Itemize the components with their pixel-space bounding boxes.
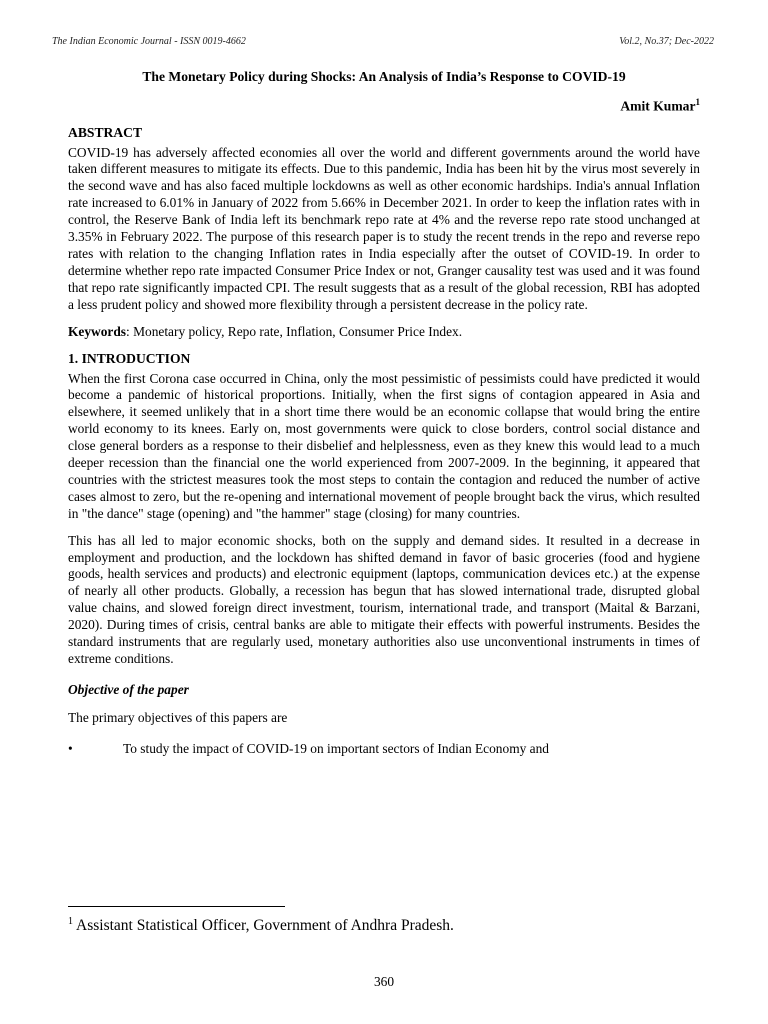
paper-title: The Monetary Policy during Shocks: An Analysis of India’s Response to COVID-19 — [142, 69, 626, 84]
footnote-text: Assistant Statistical Officer, Government of Andhra Pradesh. — [73, 917, 454, 935]
keywords-label: Keywords — [68, 323, 127, 339]
abstract-text: COVID-19 has adversely affected economies all over the world and different governments around the world have taken different measures to mitigate its effects. Due to this pandemic, India has been hit by the virus most severely in the second wave and has also faced multiple lockdowns as well as other economic hardships. India's annual Inflation rate increased to 6.01% in January of 2022 from 5.66% in December 2021. In order to keep the inflation rates with in control, the Reserve Bank of India left its benchmark repo rate at 4% and the reverse repo rate stood unchanged at 3.35% in February 2022. The purpose of this research paper is to study the recent trends in the repo and reverse repo rates with relation to the changing Inflation rates in India especially after the outset of COVID-19. In order to determine whether repo rate impacted Consumer Price Index or not, Granger causality test was used and it was found that repo rate significantly impacted CPI. The result suggests that as a result of the global recession, RBI has adopted a less prudent policy and showed more flexibility through a persistent decrease in the policy rate. — [68, 144, 700, 312]
author-name: Amit Kumar — [620, 98, 696, 114]
introduction-paragraph-1: When the first Corona case occurred in China, only the most pessimistic of pessimists could have predicted it would become a pandemic of historical proportions. Initially, when the first signs of contagion appeared in Asia and elsewhere, it seemed unlikely that in a short time there would be an economic collapse that would bring the entire world economy to its knees. Early on, most governments were quick to close borders, control social distance and close general borders as a response to their disbelief and helplessness, even as they knew this would lead to a much deeper recession than the financial one the world experienced from 2007-2009. In the beginning, it appeared that countries with the strictest measures took the most steps to contain the contagion and reduced the number of active cases almost to zero, but the re-opening and international movement of people brought back the virus, which resulted in "the dance" stage (opening) and "the hammer" stage (closing) for many countries. — [68, 370, 700, 521]
footnote-mark: 1 — [68, 916, 73, 927]
objective-heading: Objective of the paper — [68, 681, 189, 697]
objective-bullet — [68, 741, 700, 757]
introduction-paragraph-2: This has all led to major economic shocks, both on the supply and demand sides. It resulted in a decrease in employment and production, and the lockdown has shifted demand in favor of basic groceries (food and hygiene goods, health services and products) and electronic equipment (laptops, communication devices etc.) at the expense of nearly all other products. Globally, a recession has begun that has slowed international trade, disrupted global value chains, and slowed foreign direct investment, tourism, international trade, and transport (Maital & Barzani, 2020). During times of crisis, central banks are able to mitigate their effects with powerful instruments. Besides the standard instruments that are regularly used, monetary authorities also use unconventional instruments in times of extreme conditions. — [68, 532, 700, 666]
objective-bullet-text: To study the impact of COVID-19 on important sectors of Indian Economy and — [123, 740, 549, 756]
introduction-heading: 1. INTRODUCTION — [68, 350, 191, 366]
running-header — [52, 36, 714, 47]
journal-name: The Indian Economic Journal - ISSN 0019-4662 — [52, 36, 246, 47]
keywords-text: : Monetary policy, Repo rate, Inflation, Consumer Price Index. — [126, 323, 463, 339]
author-line — [68, 97, 700, 115]
keywords — [68, 324, 700, 341]
page-number: 360 — [373, 974, 395, 989]
volume-issue: Vol.2, No.37; Dec-2022 — [619, 36, 714, 47]
bullet-icon: • — [68, 740, 73, 756]
footnote-divider — [68, 906, 285, 907]
abstract-heading: ABSTRACT — [68, 124, 143, 140]
author-footnote-mark: 1 — [695, 97, 700, 107]
objective-intro: The primary objectives of this papers are — [68, 709, 288, 725]
footnote — [68, 916, 454, 935]
page-body — [68, 62, 700, 757]
